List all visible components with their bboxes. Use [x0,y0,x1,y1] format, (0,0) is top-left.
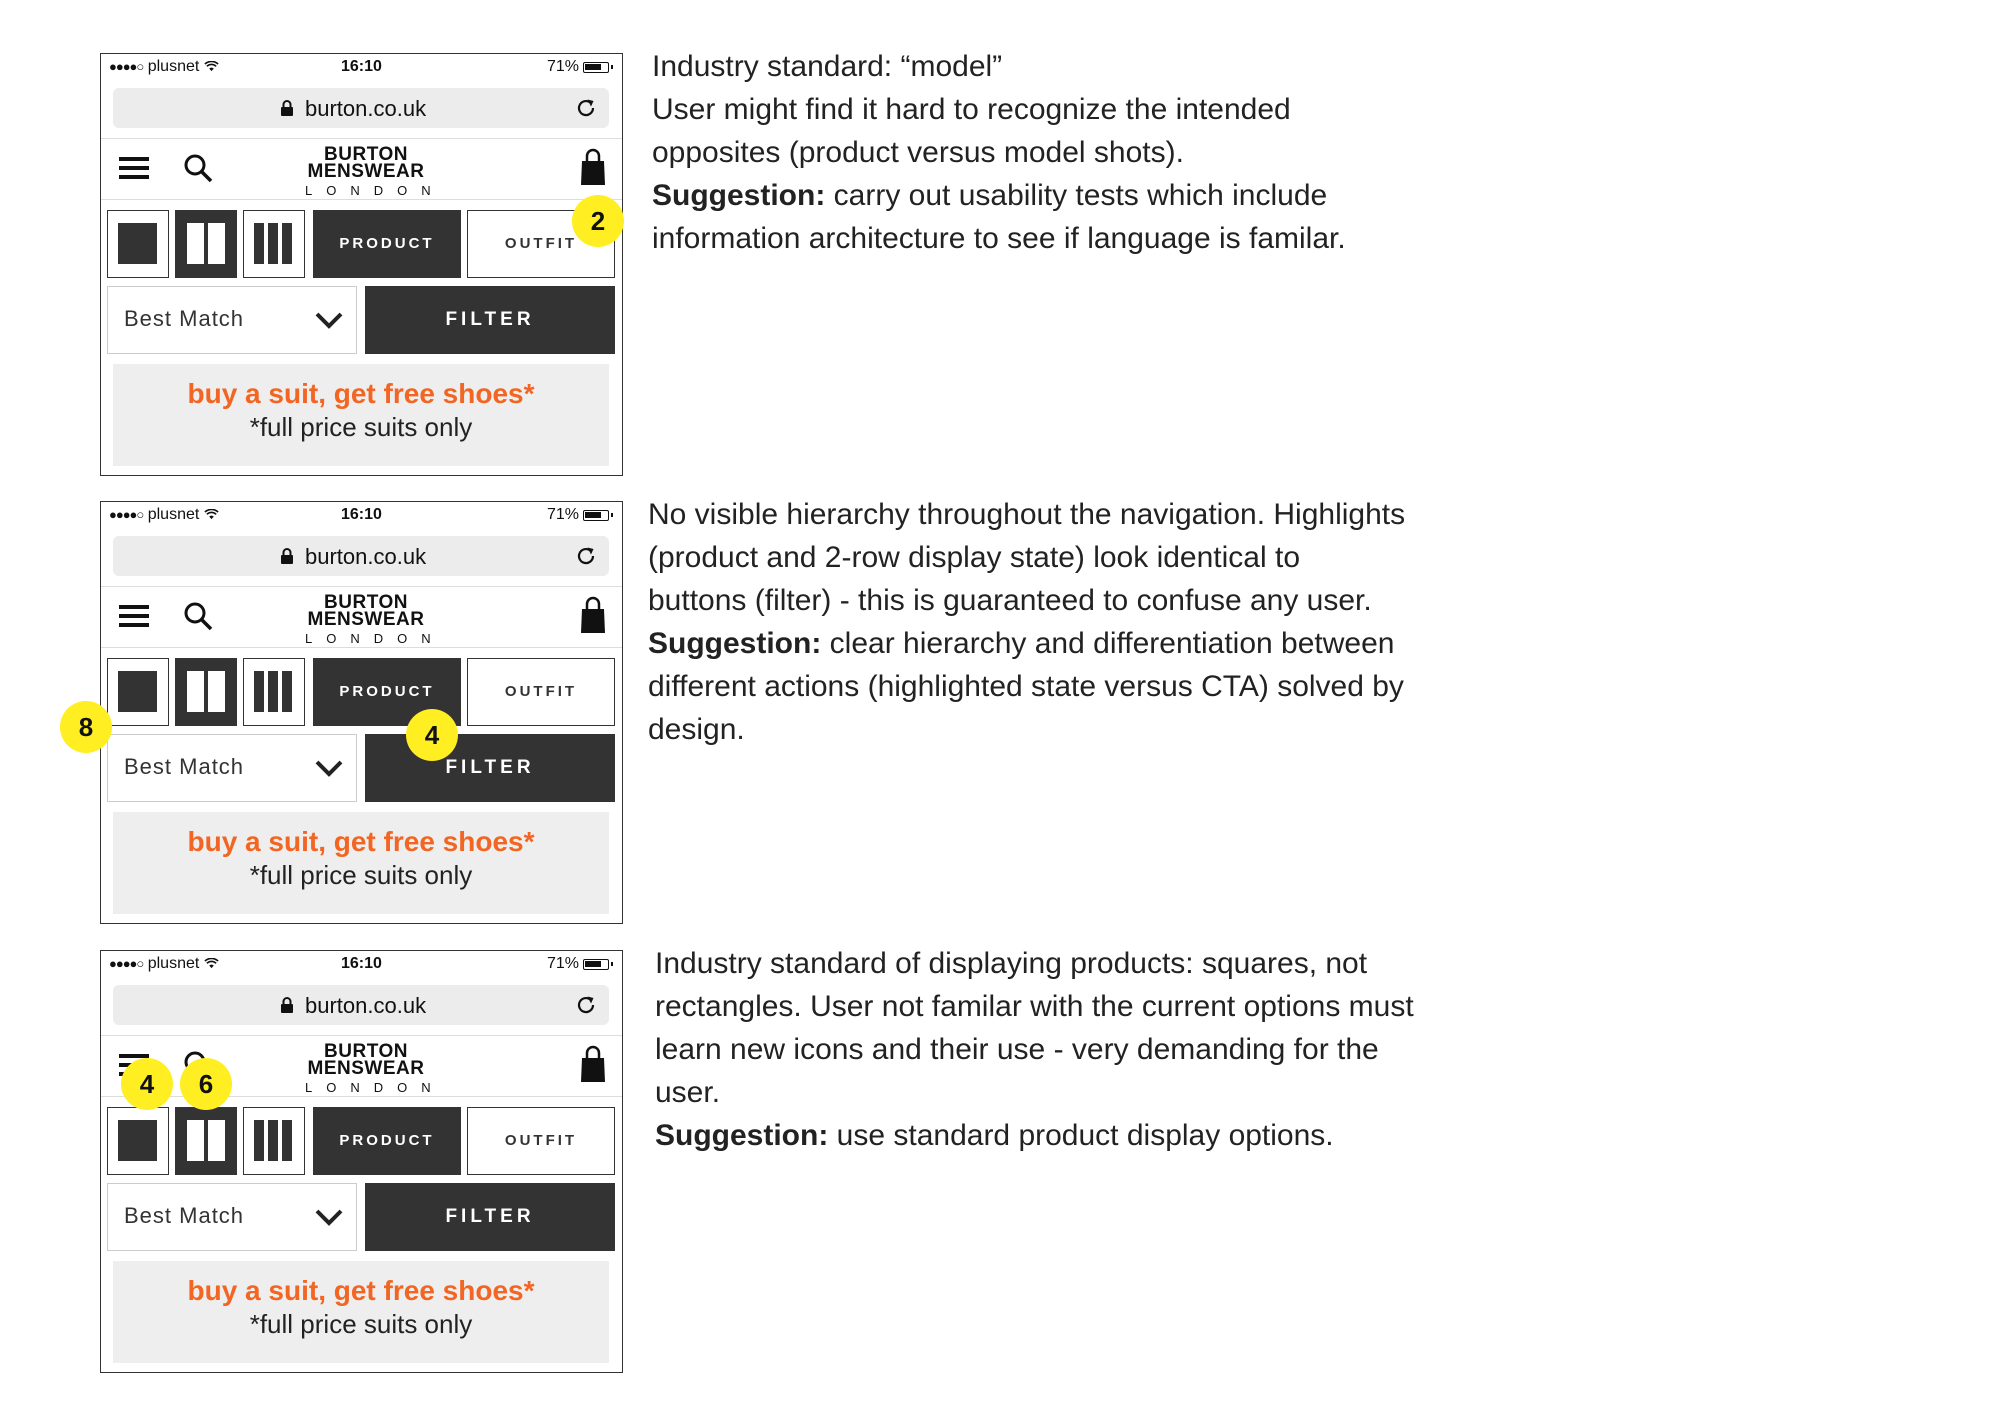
carrier-name: plusnet [147,58,200,75]
wifi-icon [204,509,219,520]
carrier-name: plusnet [147,506,200,523]
shopping-bag-icon[interactable] [580,147,606,187]
clock: 16:10 [341,506,382,523]
suggestion-label: Suggestion: [655,1119,829,1152]
chevron-down-icon [314,309,344,331]
hamburger-menu-icon[interactable] [119,605,149,629]
annotation-note: Industry standard of displaying products: squares, not rectangles. User not familar with the current options must learn new icons and their use - very demanding for the user. Suggestion: use standard product display options. [655,947,1414,1152]
lock-icon [280,996,294,1014]
promo-headline: buy a suit, get free shoes* [187,1275,535,1306]
carrier [109,58,219,76]
reload-icon[interactable] [575,994,597,1016]
carrier [109,506,219,524]
status-bar [101,951,622,977]
lock-icon [280,547,294,565]
battery-percent: 71% [547,955,580,972]
battery-icon [583,62,609,73]
sort-value: Best Match [124,306,245,331]
battery-percent: 71% [547,58,580,75]
hamburger-menu-icon[interactable] [119,157,149,181]
promo-subline: *full price suits only [249,1309,473,1339]
sort-dropdown[interactable] [107,286,357,354]
burton-logo[interactable]: BURTON MENSWEAR LONDON [305,144,445,198]
carrier-name: plusnet [147,955,200,972]
filter-button[interactable]: FILTER [365,286,615,354]
promo-banner[interactable] [113,1261,609,1363]
carrier [109,955,219,973]
annotation-badge: 6 [180,1058,232,1110]
burton-logo[interactable]: BURTON MENSWEAR LONDON [305,592,445,646]
wifi-icon [204,61,219,72]
clock: 16:10 [341,955,382,972]
address-bar[interactable] [113,88,609,128]
view-single-column-button[interactable] [107,210,169,278]
promo-headline: buy a suit, get free shoes* [187,378,535,409]
promo-banner[interactable] [113,364,609,466]
promo-subline: *full price suits only [249,412,473,442]
annotation-badge: 8 [60,701,112,753]
search-icon[interactable] [183,601,213,631]
annotation-badge: 2 [572,195,624,247]
view-two-column-button[interactable] [175,210,237,278]
product-toggle-button[interactable]: PRODUCT [313,658,461,726]
status-bar [101,502,622,528]
phone-screenshot [100,53,623,476]
url-text: burton.co.uk [305,96,427,121]
shopping-bag-icon[interactable] [580,1044,606,1084]
view-three-column-button[interactable] [243,210,305,278]
annotation-badge: 4 [406,709,458,761]
shopping-bag-icon[interactable] [580,595,606,635]
view-three-column-button[interactable] [243,658,305,726]
annotation-note: No visible hierarchy throughout the navigation. Highlights (product and 2-row display state) look identical to buttons (filter) - this is guaranteed to confuse any user. Suggestion: clear hierarchy and differentiation between different actions (highlighted state versus CTA) solved by design. [648,498,1406,746]
suggestion-label: Suggestion: [652,179,826,212]
signal-icon: ●●●●○ [109,59,144,74]
sort-value: Best Match [124,1203,245,1228]
status-bar [101,54,622,80]
phone-screenshot [100,950,623,1373]
promo-subline: *full price suits only [249,860,473,890]
reload-icon[interactable] [575,545,597,567]
chevron-down-icon [314,1206,344,1228]
product-toggle-button[interactable]: PRODUCT [313,1107,461,1175]
product-toggle-button[interactable]: PRODUCT [313,210,461,278]
view-two-column-button[interactable] [175,1107,237,1175]
site-header [101,138,622,200]
site-header [101,586,622,648]
battery-percent: 71% [547,506,580,523]
sort-dropdown[interactable] [107,1183,357,1251]
url-text: burton.co.uk [305,993,427,1018]
outfit-toggle-button[interactable]: OUTFIT [467,1107,615,1175]
burton-logo[interactable]: BURTON MENSWEAR LONDON [305,1041,445,1095]
url-text: burton.co.uk [305,544,427,569]
filter-button[interactable]: FILTER [365,734,615,802]
battery-icon [583,959,609,970]
phone-screenshot [100,501,623,924]
signal-icon: ●●●●○ [109,507,144,522]
view-single-column-button[interactable] [107,1107,169,1175]
search-icon[interactable] [183,153,213,183]
chevron-down-icon [314,757,344,779]
filter-button[interactable]: FILTER [365,1183,615,1251]
lock-icon [280,99,294,117]
view-three-column-button[interactable] [243,1107,305,1175]
promo-banner[interactable] [113,812,609,914]
annotation-note: Industry standard: “model” User might find it hard to recognize the intended opposites (product versus model shots). Suggestion: carry out usability tests which include information architecture to see if language is familar. [652,50,1346,255]
address-bar[interactable] [113,536,609,576]
address-bar[interactable] [113,985,609,1025]
suggestion-label: Suggestion: [648,627,822,660]
view-single-column-button[interactable] [107,658,169,726]
outfit-toggle-button[interactable]: OUTFIT [467,658,615,726]
wifi-icon [204,958,219,969]
sort-dropdown[interactable] [107,734,357,802]
clock: 16:10 [341,58,382,75]
sort-value: Best Match [124,754,245,779]
outfit-toggle-button[interactable]: OUTFIT [467,210,615,278]
battery-icon [583,510,609,521]
signal-icon: ●●●●○ [109,956,144,971]
site-header [101,1035,622,1097]
view-two-column-button[interactable] [175,658,237,726]
promo-headline: buy a suit, get free shoes* [187,826,535,857]
reload-icon[interactable] [575,97,597,119]
annotation-badge: 4 [121,1058,173,1110]
